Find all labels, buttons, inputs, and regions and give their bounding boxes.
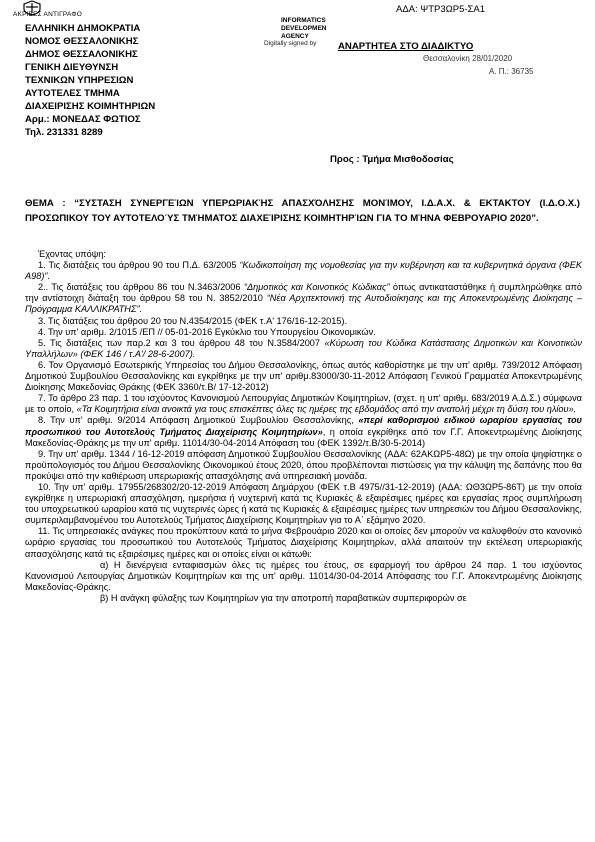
header-line-3: ΔΗΜΟΣ ΘΕΣΣΑΛΟΝΙΚΗΣ	[25, 49, 138, 60]
item-a: α) Η διενέργεια ενταφιασμών όλες τις ημέρες του έτους, σε εφαρμογή του άρθρου 24 παρ. 1 του ισχύοντος Κανονισμού Λειτουργίας Δημοτικών Κοιμητηρίων και της υπ' αριθμ. 11014/30-04-2014 Απόφασης του Γ.Γ. Αποκεντρωμένης Διοίκησης Μακεδονίας-Θράκης.	[25, 559, 582, 592]
header-line-2: ΝΟΜΟΣ ΘΕΣΣΑΛΟΝΙΚΗΣ	[25, 36, 139, 47]
publish-online-label: ΑΝΑΡΤΗΤΕΑ ΣΤΟ ΔΙΑΔΙΚΤΥΟ	[338, 41, 474, 52]
document-body	[25, 249, 582, 604]
ada-code: ΑΔΑ: ΨΤΡ3ΩΡ5-ΣΑ1	[396, 4, 486, 15]
subject: ΘΕΜΑ : “ΣΥΣΤΑΣΗ ΣΥΝΕΡΓΕΊΩΝ ΥΠΕΡΩΡΙΑΚΉΣ ΑΠΑΣΧΌΛΗΣΗΣ ΜΟΝΊΜΟΥ, Ι.Δ.Α.Χ. & ΕΚΤΑΚΤΟΥ (Ι.Δ.Ο.Χ.) ΠΡΟΣΩΠΙΚΟΥ ΤΟΥ ΑΥΤΟΤΕΛΟΎΣ ΤΜΉΜΑΤΟΣ ΔΙΑΧΕΊΡΙΣΗΣ ΚΟΙΜΗΤΗΡΊΩΝ ΓΙΑ ΤΟ ΜΉΝΑ ΦΕΒΡΟΥΑΡΙΟ 2020”.	[25, 198, 580, 224]
item-b: β) Η ανάγκη φύλαξης των Κοιμητηρίων για την αποτροπή παραβατικών συμπεριφορών σε	[100, 592, 467, 603]
document-date: Θεσσαλονίκη 28/01/2020	[423, 54, 513, 63]
header-line-7: ΔΙΑΧΕΙΡΙΣΗΣ ΚΟΙΜΗΤΗΡΙΩΝ	[25, 101, 156, 112]
header-line-4: ΓΕΝΙΚΗ ΔΙΕΥΘΥΝΣΗ	[25, 62, 119, 73]
logo-line-3: AGENCY	[281, 33, 309, 39]
certified-copy-label: ΑΚΡΙΒΕΣ ΑΝΤΙΓΡΑΦΟ	[13, 11, 82, 18]
paragraph-2: 2.. Τις διατάξεις του άρθρου 86 του Ν.3463/2006 “Δημοτικός και Κοινοτικός Κώδικας” όπως αντικαταστάθηκε ή συμπληρώθηκε από την αντίστοιχη διάταξη του άρθρου 58 του Ν. 3852/2010 “Νέα Αρχιτεκτονική της Αυτοδιοίκησης και της Αποκεντρωμένης Διοίκησης – Πρόγραμμα ΚΑΛΛΙΚΡΑΤΗΣ”.	[25, 282, 582, 315]
header-line-6: ΑΥΤΟΤΕΛΕΣ ΤΜΗΜΑ	[25, 88, 120, 99]
logo-line-2: DEVELOPMEN	[281, 25, 327, 32]
paragraph-9: 9. Την υπ' αριθμ. 1344 / 16-12-2019 απόφαση Δημοτικού Συμβουλίου Θεσσαλονίκης (ΑΔΑ: 62ΑΚΩΡ5-48Ω) με την οποία ψηφίστηκε ο προϋπολογισμός του Δήμου Θεσσαλονίκης Οικονομικού έτους 2020, όπου προβλέπονται πιστώσεις για την κάλυψη της δαπάνης που θα προκύψει από την καθιέρωση υπερωριακής απασχόλησης ανά υπηρεσιακή μονάδα.	[25, 448, 582, 481]
digital-signature-label: Digitally signed by	[264, 40, 317, 47]
paragraph-8: 8. Την υπ' αριθμ. 9/2014 Απόφαση Δημοτικού Συμβουλίου Θεσσαλονίκης, «περί καθορισμού ειδικού ωραρίου εργασίας του προσωπικού του Αυτοτελούς Τμήματος Διαχείρισης Κοιμητηρίων», η οποία εγκρίθηκε από τον Γ.Γ. Αποκεντρωμένης Διοίκησης Μακεδονίας-Θράκης με την υπ' αριθμ. 11014/30-04-2014 Απόφαση του (ΦΕΚ 1392/τ.Β/30-5-2014)	[25, 415, 582, 448]
paragraph-1: 1. Τις διατάξεις του άρθρου 90 του Π.Δ. 63/2005 “Κωδικοποίηση της νομοθεσίας για την κυβέρνηση και τα κυβερνητικά όργανα (ΦΕΚ Α98)”.	[25, 260, 583, 282]
paragraph-7: 7. Το άρθρο 23 παρ. 1 του ισχύοντος Κανονισμού Λειτουργίας Δημοτικών Κοιμητηρίων, (σχετ. η υπ' αριθμ. 683/2019 Α.Δ.Σ.) σύμφωνα με το οποίο, «Τα Κοιμητήρια είναι ανοικτά για τους επισκέπτες όλες τις ημέρες της εβδομάδος από την ανατολή μέχρι τη δύση του ηλίου».	[25, 393, 582, 415]
header-line-9: Τηλ. 231331 8289	[25, 127, 103, 138]
recipient: Προς : Τμήμα Μισθοδοσίας	[330, 154, 454, 165]
paragraph-4: 4. Την υπ' αριθμ. 2/1015 /ΕΠ // 05-01-2016 Εγκύκλιο του Υπουργείου Οικονομικών.	[38, 326, 376, 337]
paragraph-10: 10. Την υπ' αριθμ. 17955/268302/20-12-2019 Απόφαση Δημάρχου (ΦΕΚ τ.Β 4975//31-12-2019) (ΑΔΑ: ΩΘ3ΩΡ5-86Τ) με την οποία εγκρίθηκε η υπερωριακή απασχόληση, ημερήσια ή νυχτερινή κατά τις Κυριακές & εξαιρέσιμες ημέρες και εργασίας προς συμπλήρωση του υποχρεωτικού ωραρίου κατά τις νυχτερινές ώρες ή κατά τις Κυριακές & εξαιρέσιμες ημέρες των υπηρεσιών του Δήμου Θεσσαλονίκης, συμπεριλαμβανομένου του Αυτοτελούς Τμήματος Διαχείρισης Κοιμητηρίων για το Α΄ εξάμηνο 2020.	[25, 481, 582, 526]
logo-line-1: INFORMATICS	[281, 17, 326, 24]
paragraph-6: 6. Τον Οργανισμό Εσωτερικής Υπηρεσίας του Δήμου Θεσσαλονίκης, όπως αυτός καθορίστηκε με την υπ' αριθμ. 739/2012 Απόφαση Δημοτικού Συμβουλίου Θεσσαλονίκης και εγκρίθηκε με την υπ' αριθμ.83000/30-11-2012 Απόφαση Γενικού Γραμματέα Αποκεντρωμένης Διοίκησης Μακεδονίας Θράκης (ΦΕΚ 3360/τ.Β/ 17-12-2012)	[25, 359, 582, 393]
paragraph-3: 3. Τις διατάξεις του άρθρου 20 του Ν.4354/2015 (ΦΕΚ τ.Α' 176/16-12-2015).	[38, 315, 348, 326]
paragraph-11: 11. Τις υπηρεσιακές ανάγκες που προκύπτουν κατά το μήνα Φεβρουάριο 2020 και οι οποίες δεν μπορούν να καλυφθούν στο κανονικό ωράριο εργασίας του προσωπικού του Αυτοτελούς Τμήματος Διαχείρισης Κοιμητηρίων, αλλά απαιτούν την εκτέλεση υπερωριακής απασχόλησης κατά τις εξαιρέσιμες ημέρες και οι οποίες είναι οι κάτωθι:	[25, 526, 582, 559]
signature-logo	[281, 17, 351, 39]
protocol-number: Α. Π.: 36735	[489, 67, 534, 76]
intro-line: Έχοντας υπόψη:	[38, 249, 106, 259]
header-line-8: Αρμ.: ΜΟΝΕΔΑΣ ΦΩΤΙΟΣ	[25, 114, 141, 125]
header-line-1: ΕΛΛΗΝΙΚΗ ΔΗΜΟΚΡΑΤΙΑ	[25, 23, 141, 34]
paragraph-5: 5. Τις διατάξεις των παρ.2 και 3 του άρθρου 48 του Ν.3584/2007 «Κύρωση του Κώδικα Κατάστασης Δημοτικών και Κοινοτικών Υπαλλήλων» (ΦΕΚ 146 / τ.Α'/ 28-6-2007).	[25, 337, 582, 359]
header-line-5: ΤΕΧΝΙΚΩΝ ΥΠΗΡΕΣΙΩΝ	[25, 75, 134, 86]
